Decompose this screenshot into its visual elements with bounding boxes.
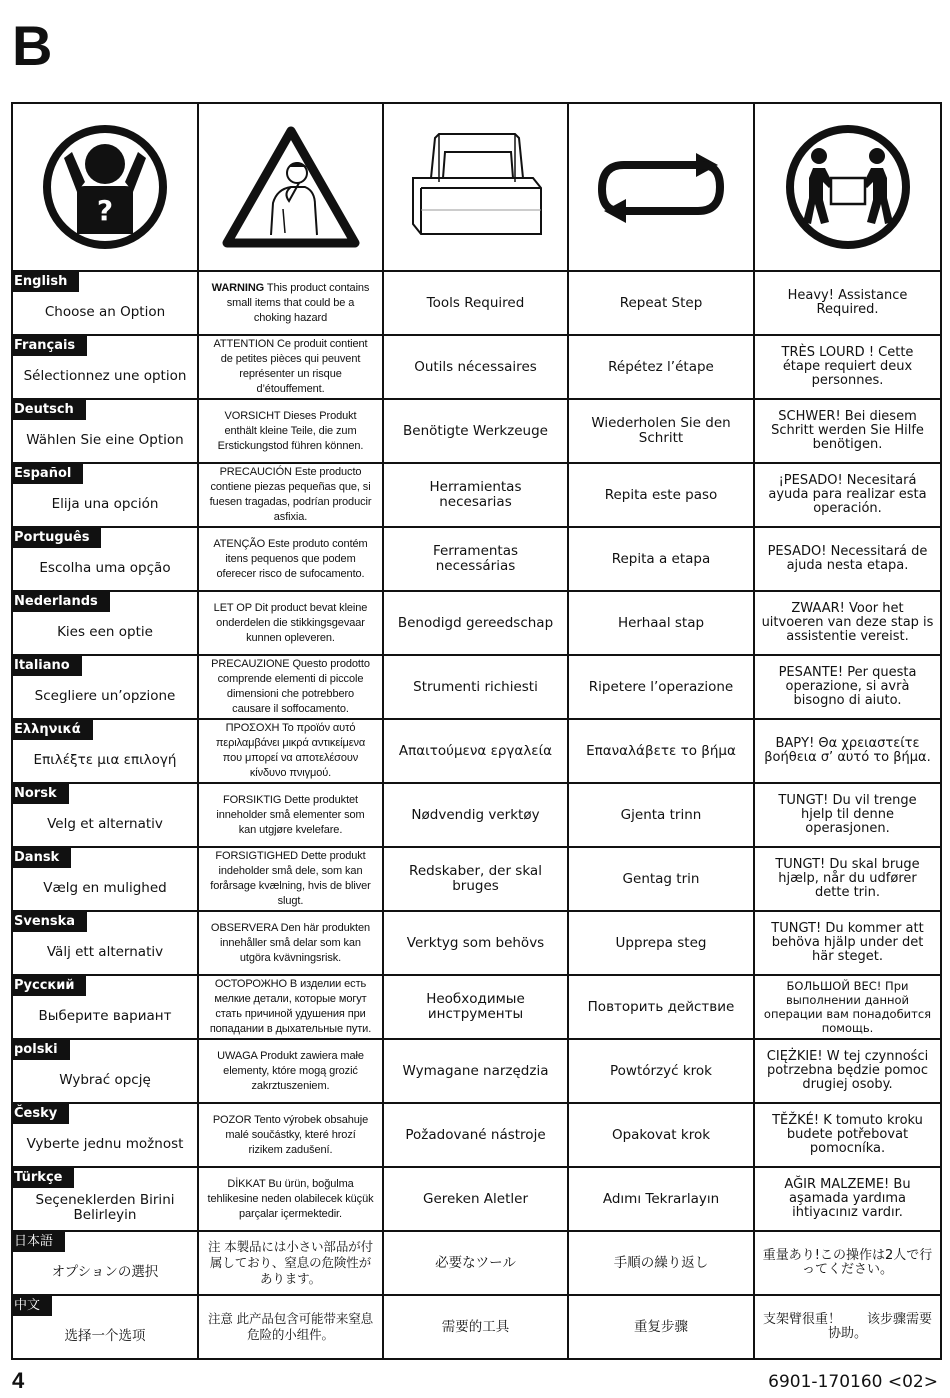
repeat-step-text: Gentag trin bbox=[622, 870, 700, 887]
heavy-cell bbox=[754, 271, 941, 335]
warning-body: ОСТОРОЖНО В изделии есть мелкие детали, которые могут стать причиной удушения при попадании в дыхательные пути. bbox=[209, 978, 372, 1035]
tools-cell bbox=[383, 911, 568, 975]
language-label: Česky bbox=[13, 1104, 69, 1124]
choking-warning-text bbox=[199, 1049, 382, 1094]
language-cell bbox=[12, 655, 198, 719]
language-cell bbox=[12, 591, 198, 655]
tools-cell bbox=[383, 1231, 568, 1295]
choking-warning-text bbox=[199, 1239, 382, 1287]
tools-cell bbox=[383, 655, 568, 719]
language-cell bbox=[12, 783, 198, 847]
repeat-step-text: Powtórzyć krok bbox=[609, 1062, 712, 1079]
repeat-cell bbox=[568, 847, 754, 911]
heavy-cell bbox=[754, 911, 941, 975]
warning-body: DİKKAT Bu ürün, boğulma tehlikesine neden olabilecek küçük parçalar içermektedir. bbox=[207, 1177, 374, 1220]
repeat-cell bbox=[568, 591, 754, 655]
repeat-step-text: Repita a etapa bbox=[611, 550, 711, 567]
choking-warning-text bbox=[199, 849, 382, 909]
warning-cell bbox=[198, 271, 383, 335]
language-cell bbox=[12, 1039, 198, 1103]
heavy-assistance-text: TRÈS LOURD ! Cette étape requiert deux personnes. bbox=[781, 345, 914, 388]
choking-warning-text bbox=[199, 977, 382, 1037]
heavy-cell bbox=[754, 1039, 941, 1103]
language-label: Deutsch bbox=[13, 400, 86, 420]
heavy-assistance-text: TUNGT! Du kommer att behöva hjälp under det här steget. bbox=[771, 921, 924, 964]
tools-cell bbox=[383, 591, 568, 655]
tools-cell bbox=[383, 1167, 568, 1231]
choose-option-text: 选择一个选项 bbox=[64, 1327, 146, 1344]
language-row bbox=[12, 911, 941, 975]
choking-warning-icon bbox=[221, 125, 361, 250]
repeat-step-text: Ripetere l’operazione bbox=[588, 678, 734, 695]
warning-body: This product contains small items that could be a choking hazard bbox=[226, 281, 370, 324]
choose-option-text: Vælg en mulighed bbox=[43, 879, 167, 896]
language-cell bbox=[12, 1167, 198, 1231]
language-label: English bbox=[13, 272, 79, 292]
section-letter: B bbox=[12, 14, 53, 77]
language-label: Español bbox=[13, 464, 83, 484]
language-label: Italiano bbox=[13, 656, 82, 676]
choose-option-text: Välj ett alternativ bbox=[46, 943, 164, 960]
choking-warning-text bbox=[199, 337, 382, 397]
tools-required-text: Необходимые инструменты bbox=[426, 991, 525, 1022]
svg-text:?: ? bbox=[96, 194, 114, 227]
tools-required-text: Verktyg som behövs bbox=[406, 934, 545, 951]
warning-body: VORSICHT Dieses Produkt enthält kleine Teile, die zum Erstickungstod führen können. bbox=[217, 409, 364, 452]
heavy-cell bbox=[754, 399, 941, 463]
language-row bbox=[12, 719, 941, 783]
warning-cell bbox=[198, 1231, 383, 1295]
choose-option-text: Velg et alternativ bbox=[47, 815, 163, 832]
repeat-step-text: 重复步骤 bbox=[634, 1318, 688, 1335]
tools-cell bbox=[383, 399, 568, 463]
language-cell bbox=[12, 975, 198, 1039]
warning-cell bbox=[198, 719, 383, 783]
tools-required-text: Tools Required bbox=[426, 294, 525, 311]
tools-required-text: Ferramentas necessárias bbox=[432, 543, 519, 574]
heavy-cell bbox=[754, 1167, 941, 1231]
language-cell bbox=[12, 1295, 198, 1359]
choose-option-text: Elija una opción bbox=[51, 495, 159, 512]
tools-cell bbox=[383, 527, 568, 591]
language-row bbox=[12, 463, 941, 527]
tools-required-text: Redskaber, der skal bruges bbox=[409, 863, 542, 894]
tools-cell bbox=[383, 463, 568, 527]
language-row bbox=[12, 591, 941, 655]
language-label: polski bbox=[13, 1040, 70, 1060]
repeat-cell bbox=[568, 271, 754, 335]
tools-cell bbox=[383, 783, 568, 847]
language-row bbox=[12, 399, 941, 463]
language-row bbox=[12, 1167, 941, 1231]
language-cell bbox=[12, 911, 198, 975]
repeat-cell bbox=[568, 463, 754, 527]
language-label: 日本語 bbox=[13, 1232, 65, 1252]
repeat-step-text: Herhaal stap bbox=[617, 614, 705, 631]
language-cell bbox=[12, 719, 198, 783]
heavy-assistance-text: PESANTE! Per questa operazione, si avrà bisogno di aiuto. bbox=[778, 665, 917, 708]
choose-option-text: Sélectionnez une option bbox=[23, 367, 187, 384]
language-cell bbox=[12, 463, 198, 527]
language-label: Nederlands bbox=[13, 592, 110, 612]
heavy-cell bbox=[754, 1231, 941, 1295]
heavy-assistance-text: 重量あり!この操作は2人で行ってください。 bbox=[762, 1248, 933, 1277]
document-code: 6901-170160 <02> bbox=[768, 1372, 938, 1392]
two-person-lift-icon bbox=[783, 122, 913, 252]
question-cell bbox=[12, 103, 198, 271]
warning-body: 注 本製品には小さい部品が付属しており、窒息の危険性があります。 bbox=[207, 1239, 374, 1286]
language-label: Français bbox=[13, 336, 87, 356]
choking-warning-cell bbox=[198, 103, 383, 271]
choose-option-text: Wybrać opcję bbox=[59, 1071, 151, 1088]
repeat-cell bbox=[568, 1295, 754, 1359]
language-row bbox=[12, 271, 941, 335]
warning-cell bbox=[198, 1103, 383, 1167]
instruction-legend-table bbox=[11, 102, 942, 1360]
choking-warning-text bbox=[199, 601, 382, 646]
heavy-assistance-text: ΒΑΡΥ! Θα χρειαστείτε βοήθεια σ’ αυτό το βήμα. bbox=[764, 736, 931, 765]
tools-required-text: Nødvendig verktøy bbox=[411, 806, 540, 823]
tools-required-text: 需要的工具 bbox=[441, 1318, 510, 1335]
heavy-assistance-text: SCHWER! Bei diesem Schritt werden Sie Hilfe benötigen. bbox=[771, 409, 924, 452]
choose-option-text: オプションの選択 bbox=[51, 1263, 159, 1280]
tools-cell bbox=[383, 271, 568, 335]
heavy-assistance-text: ZWAAR! Voor het uitvoeren van deze stap is assistentie vereist. bbox=[761, 601, 934, 644]
heavy-assistance-text: TUNGT! Du skal bruge hjælp, når du udfører dette trin. bbox=[775, 857, 920, 900]
language-cell bbox=[12, 271, 198, 335]
choose-option-text: Choose an Option bbox=[44, 303, 166, 320]
tools-cell bbox=[383, 847, 568, 911]
tools-required-text: Strumenti richiesti bbox=[413, 678, 538, 695]
language-label: Português bbox=[13, 528, 101, 548]
toolbox-cell bbox=[383, 103, 568, 271]
tools-required-text: Gereken Aletler bbox=[422, 1190, 528, 1207]
tools-required-text: Požadované nástroje bbox=[405, 1126, 546, 1143]
warning-body: ATENÇÃO Este produto contém itens pequenos que podem oferecer risco de sufocamento. bbox=[213, 537, 368, 580]
choking-warning-text bbox=[199, 537, 382, 582]
choose-option-text: Wählen Sie eine Option bbox=[26, 431, 184, 448]
choose-option-text: Seçeneklerden Birini Belirleyin bbox=[35, 1192, 175, 1223]
language-cell bbox=[12, 847, 198, 911]
choking-warning-text bbox=[199, 921, 382, 966]
language-label: Dansk bbox=[13, 848, 71, 868]
choking-warning-text bbox=[199, 793, 382, 838]
page-number: 4 bbox=[12, 1368, 25, 1393]
choose-option-text: Escolha uma opção bbox=[39, 559, 171, 576]
repeat-step-text: 手順の繰り返し bbox=[613, 1254, 709, 1271]
language-label: Svenska bbox=[13, 912, 87, 932]
heavy-cell bbox=[754, 783, 941, 847]
choking-warning-text bbox=[199, 1177, 382, 1222]
repeat-cell bbox=[568, 1039, 754, 1103]
choking-warning-text bbox=[199, 721, 382, 781]
language-cell bbox=[12, 399, 198, 463]
heavy-assistance-text: PESADO! Necessitará de ajuda nesta etapa. bbox=[767, 544, 928, 573]
two-person-lift-cell bbox=[754, 103, 941, 271]
warning-body: POZOR Tento výrobek obsahuje malé součástky, které hrozí rizikem zadušení. bbox=[212, 1113, 369, 1156]
heavy-assistance-text: Heavy! Assistance Required. bbox=[787, 288, 908, 317]
repeat-cell bbox=[568, 719, 754, 783]
warning-body: FORSIGTIGHED Dette produkt indeholder små dele, som kan forårsage kvælning, hvis de bliver slugt. bbox=[210, 850, 371, 907]
tools-required-text: Απαιτούμενα εργαλεία bbox=[398, 742, 553, 759]
heavy-assistance-text: ¡PESADO! Necesitará ayuda para realizar esta operación. bbox=[768, 473, 927, 516]
heavy-assistance-text: TĚŽKÉ! K tomuto kroku budete potřebovat pomocníka. bbox=[772, 1113, 923, 1156]
language-label: Türkçe bbox=[13, 1168, 74, 1188]
language-row bbox=[12, 783, 941, 847]
language-row bbox=[12, 527, 941, 591]
repeat-step-text: Adımı Tekrarlayın bbox=[602, 1190, 720, 1207]
choking-warning-text bbox=[199, 657, 382, 717]
heavy-cell bbox=[754, 1103, 941, 1167]
heavy-assistance-text: AĞIR MALZEME! Bu aşamada yardıma ihtiyacınız vardır. bbox=[784, 1177, 911, 1220]
warning-cell bbox=[198, 399, 383, 463]
question-person-icon bbox=[40, 122, 170, 252]
warning-body: ATTENTION Ce produit contient de petites pièces qui peuvent représenter un risque d’étouffement. bbox=[213, 338, 368, 395]
warning-cell bbox=[198, 655, 383, 719]
warning-body: FORSIKTIG Dette produktet inneholder små elementer som kan utgjøre kvelefare. bbox=[216, 793, 365, 836]
tools-required-text: Benötigte Werkzeuge bbox=[403, 422, 548, 439]
language-cell bbox=[12, 335, 198, 399]
warning-cell bbox=[198, 463, 383, 527]
repeat-step-text: Gjenta trinn bbox=[620, 806, 702, 823]
language-row bbox=[12, 655, 941, 719]
language-row bbox=[12, 975, 941, 1039]
language-cell bbox=[12, 527, 198, 591]
repeat-step-text: Повторить действие bbox=[587, 998, 735, 1015]
repeat-cell bbox=[568, 103, 754, 271]
choose-option-text: Kies een optie bbox=[57, 623, 153, 640]
warning-cell bbox=[198, 1039, 383, 1103]
warning-cell bbox=[198, 1167, 383, 1231]
heavy-assistance-text: БОЛЬШОЙ ВЕС! При выполнении данной операции вам понадобится помощь. bbox=[763, 979, 932, 1035]
repeat-cell bbox=[568, 1231, 754, 1295]
repeat-step-text: Opakovat krok bbox=[611, 1126, 711, 1143]
warning-body: ΠΡΟΣΟΧΗ Το προϊόν αυτό περιλαμβάνει μικρά αντικείμενα που μπορεί να αποτελέσουν κίνδυνο πνιγμού. bbox=[215, 722, 366, 779]
warning-cell bbox=[198, 847, 383, 911]
warning-body: PRECAUZIONE Questo prodotto comprende elementi di piccole dimensioni che potrebbero causare il soffocamento. bbox=[211, 658, 370, 715]
repeat-step-text: Répétez l’étape bbox=[608, 358, 714, 375]
icon-row bbox=[12, 103, 941, 271]
repeat-cell bbox=[568, 335, 754, 399]
choking-warning-text bbox=[199, 281, 382, 326]
heavy-assistance-text: CIĘŻKIE! W tej czynności potrzebna będzie pomoc drugiej osoby. bbox=[766, 1049, 929, 1092]
language-row bbox=[12, 335, 941, 399]
repeat-cell bbox=[568, 527, 754, 591]
tools-required-text: Outils nécessaires bbox=[414, 358, 537, 375]
choking-warning-text bbox=[199, 1113, 382, 1158]
repeat-cell bbox=[568, 1103, 754, 1167]
repeat-step-text: Επαναλάβετε το βήμα bbox=[586, 742, 736, 759]
heavy-cell bbox=[754, 591, 941, 655]
heavy-cell bbox=[754, 335, 941, 399]
warning-cell bbox=[198, 527, 383, 591]
warning-prefix: WARNING bbox=[211, 281, 265, 294]
repeat-step-text: Repita este paso bbox=[604, 486, 718, 503]
heavy-assistance-text: TUNGT! Du vil trenge hjelp til denne operasjonen. bbox=[778, 793, 917, 836]
repeat-cell bbox=[568, 399, 754, 463]
tools-cell bbox=[383, 1103, 568, 1167]
repeat-cell bbox=[568, 655, 754, 719]
language-cell bbox=[12, 1103, 198, 1167]
repeat-cell bbox=[568, 975, 754, 1039]
warning-body: 注意 此产品包含可能带来窒息危险的小组件。 bbox=[207, 1311, 374, 1342]
tools-required-text: 必要なツール bbox=[435, 1254, 516, 1271]
heavy-cell bbox=[754, 847, 941, 911]
heavy-assistance-text: 支架臂很重！ 该步骤需要协助。 bbox=[762, 1312, 932, 1341]
language-row bbox=[12, 1231, 941, 1295]
tools-cell bbox=[383, 1039, 568, 1103]
warning-cell bbox=[198, 591, 383, 655]
choking-warning-text bbox=[199, 1311, 382, 1343]
choose-option-text: Vyberte jednu možnost bbox=[26, 1135, 184, 1152]
tools-required-text: Benodigd gereedschap bbox=[397, 614, 554, 631]
tools-cell bbox=[383, 719, 568, 783]
tools-cell bbox=[383, 335, 568, 399]
repeat-step-text: Upprepa steg bbox=[615, 934, 707, 951]
repeat-cell bbox=[568, 911, 754, 975]
language-cell bbox=[12, 1231, 198, 1295]
choking-warning-text bbox=[199, 465, 382, 525]
toolbox-icon bbox=[403, 130, 548, 245]
warning-body: PRECAUCIÓN Este producto contiene piezas pequeñas que, si fuesen tragadas, podrían producir asfixia. bbox=[209, 466, 372, 523]
choking-warning-text bbox=[199, 409, 382, 454]
heavy-cell bbox=[754, 975, 941, 1039]
language-row bbox=[12, 1103, 941, 1167]
choose-option-text: Scegliere un’opzione bbox=[34, 687, 176, 704]
heavy-cell bbox=[754, 719, 941, 783]
language-label: Русский bbox=[13, 976, 86, 996]
warning-cell bbox=[198, 783, 383, 847]
choose-option-text: Выберите вариант bbox=[38, 1007, 172, 1024]
language-row bbox=[12, 1295, 941, 1359]
tools-cell bbox=[383, 1295, 568, 1359]
tools-required-text: Herramientas necesarias bbox=[429, 479, 522, 510]
language-label: Ελληνικά bbox=[13, 720, 93, 740]
heavy-cell bbox=[754, 1295, 941, 1359]
repeat-cell bbox=[568, 783, 754, 847]
language-row bbox=[12, 847, 941, 911]
heavy-cell bbox=[754, 655, 941, 719]
language-label: 中文 bbox=[13, 1296, 52, 1316]
language-row bbox=[12, 1039, 941, 1103]
repeat-step-text: Repeat Step bbox=[619, 294, 703, 311]
choose-option-text: Επιλέξτε μια επιλογή bbox=[33, 751, 177, 768]
warning-cell bbox=[198, 335, 383, 399]
warning-cell bbox=[198, 911, 383, 975]
repeat-step-text: Wiederholen Sie den Schritt bbox=[591, 415, 731, 446]
tools-cell bbox=[383, 975, 568, 1039]
heavy-cell bbox=[754, 463, 941, 527]
heavy-cell bbox=[754, 527, 941, 591]
warning-cell bbox=[198, 1295, 383, 1359]
warning-body: UWAGA Produkt zawiera małe elementy, które mogą grozić zakrztuszeniem. bbox=[217, 1049, 364, 1092]
tools-required-text: Wymagane narzędzia bbox=[402, 1062, 549, 1079]
warning-body: LET OP Dit product bevat kleine onderdelen die stikkingsgevaar kunnen opleveren. bbox=[213, 601, 368, 644]
repeat-cell bbox=[568, 1167, 754, 1231]
language-label: Norsk bbox=[13, 784, 69, 804]
warning-cell bbox=[198, 975, 383, 1039]
repeat-arrows-icon bbox=[596, 147, 726, 227]
warning-body: OBSERVERA Den här produkten innehåller små delar som kan utgöra kvävningsrisk. bbox=[210, 921, 371, 964]
